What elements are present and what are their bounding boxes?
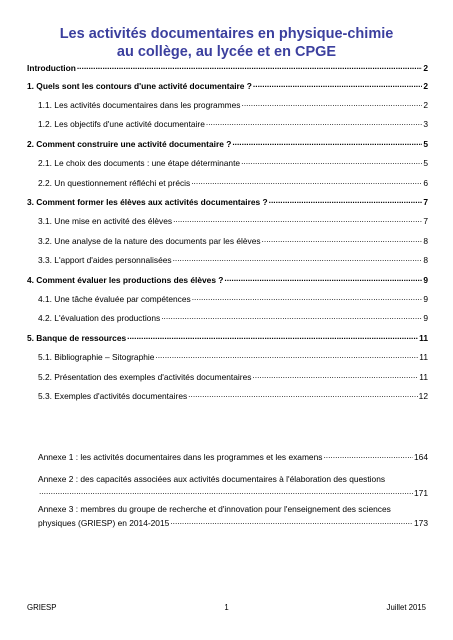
- toc-entry-page: 8: [423, 255, 428, 265]
- document-title-line2: au collège, au lycée et en CPGE: [116, 44, 337, 60]
- toc-leader-dots: [173, 254, 423, 263]
- toc-entry-page: 5: [423, 158, 428, 168]
- annex-title: Annexe 3 : membres du groupe de recherche et d'innovation pour l'enseignement des sciences: [38, 504, 391, 514]
- toc-entry[interactable]: [38, 235, 428, 247]
- toc-entry[interactable]: [38, 215, 428, 227]
- toc-entry[interactable]: [27, 332, 428, 344]
- toc-entry[interactable]: [38, 157, 428, 169]
- toc-entry-page: 2: [423, 81, 428, 91]
- toc-leader-dots: [269, 196, 423, 205]
- annex-page: 171: [414, 488, 428, 498]
- toc-leader-dots: [253, 80, 422, 89]
- annex-entry[interactable]: [38, 474, 428, 499]
- toc-entry-page: 8: [423, 236, 428, 246]
- toc-leader-dots: [170, 517, 413, 526]
- toc-entry[interactable]: [38, 254, 428, 266]
- toc-entry-title: 5.2. Présentation des exemples d'activités documentaires: [38, 372, 252, 382]
- toc-entry-title: 3.2. Une analyse de la nature des documents par les élèves: [38, 236, 261, 246]
- toc-leader-dots: [232, 138, 422, 147]
- toc-entry-title: 4.2. L'évaluation des productions: [38, 313, 161, 323]
- toc-entry-title: 2.1. Le choix des documents : une étape déterminante: [38, 158, 241, 168]
- toc-entry-page: 2: [423, 63, 428, 73]
- toc-leader-dots: [39, 487, 413, 496]
- toc-entry-title: 2.2. Un questionnement réfléchi et précis: [38, 178, 191, 188]
- toc-entry-page: 9: [423, 294, 428, 304]
- toc-leader-dots: [155, 351, 418, 360]
- toc-entry[interactable]: [27, 274, 428, 286]
- toc-leader-dots: [252, 371, 418, 380]
- annex-title: Annexe 1 : les activités documentaires dans les programmes et les examens: [38, 452, 323, 462]
- annex-entry[interactable]: [38, 504, 428, 529]
- toc-leader-dots: [192, 293, 423, 302]
- toc-entry-page: 3: [423, 119, 428, 129]
- toc-entry[interactable]: [38, 293, 428, 305]
- toc-entry-page: 7: [423, 216, 428, 226]
- toc-leader-dots: [161, 312, 422, 321]
- toc-entry-title: 1.2. Les objectifs d'une activité documentaire: [38, 119, 205, 129]
- annex-entry[interactable]: [38, 451, 428, 463]
- toc-entry-title: 1. Quels sont les contours d'une activité documentaire ?: [27, 81, 252, 91]
- toc-leader-dots: [224, 274, 422, 283]
- toc-leader-dots: [127, 332, 418, 341]
- toc-entry-page: 9: [423, 275, 428, 285]
- toc-entry-page: 2: [423, 100, 428, 110]
- toc-entry-title: 3.1. Une mise en activité des élèves: [38, 216, 173, 226]
- toc-leader-dots: [262, 235, 423, 244]
- toc-entry[interactable]: [38, 390, 428, 402]
- toc-entry-title: 2. Comment construire une activité documentaire ?: [27, 139, 232, 149]
- toc-leader-dots: [241, 157, 422, 166]
- toc-entry-title: 5.1. Bibliographie – Sitographie: [38, 352, 155, 362]
- toc-entry-title: 4.1. Une tâche évaluée par compétences: [38, 294, 191, 304]
- toc-leader-dots: [188, 390, 418, 399]
- toc-entry-page: 11: [419, 372, 428, 382]
- toc-entry-title: 4. Comment évaluer les productions des élèves ?: [27, 275, 224, 285]
- toc-entry[interactable]: [38, 177, 428, 189]
- toc-entry-page: 12: [418, 391, 428, 401]
- toc-entry-title: Introduction: [27, 63, 76, 73]
- annex-title: Annexe 2 : des capacités associées aux activités documentaires à l'élaboration des questions: [38, 474, 386, 484]
- toc-entry-page: 9: [423, 313, 428, 323]
- annex-page: 164: [414, 452, 428, 462]
- toc-entry[interactable]: [38, 99, 428, 111]
- footer-page-number: 1: [224, 603, 229, 612]
- toc-entry[interactable]: [38, 351, 428, 363]
- toc-leader-dots: [206, 118, 422, 127]
- toc-entry-title: 5.3. Exemples d'activités documentaires: [38, 391, 188, 401]
- toc-leader-dots: [191, 177, 422, 186]
- toc-leader-dots: [173, 215, 422, 224]
- toc-entry-page: 11: [419, 352, 428, 362]
- toc-entry[interactable]: [27, 62, 428, 74]
- toc-entry-page: 5: [423, 139, 428, 149]
- toc-entry-title: 5. Banque de ressources: [27, 333, 127, 343]
- toc-leader-dots: [242, 99, 423, 108]
- toc-entry[interactable]: [27, 80, 428, 92]
- toc-entry-page: 7: [423, 197, 428, 207]
- toc-entry-title: 1.1. Les activités documentaires dans les programmes: [38, 100, 241, 110]
- toc-entry[interactable]: [38, 371, 428, 383]
- toc-leader-dots: [323, 451, 413, 460]
- toc-entry-title: 3. Comment former les élèves aux activités documentaires ?: [27, 197, 268, 207]
- footer-left: GRIESP: [27, 603, 57, 612]
- document-title-line1: Les activités documentaires en physique-chimie: [59, 26, 394, 42]
- footer-right: Juillet 2015: [386, 603, 426, 612]
- toc-entry[interactable]: [27, 196, 428, 208]
- toc-entry-title: 3.3. L'apport d'aides personnalisées: [38, 255, 172, 265]
- toc-entry-page: 6: [423, 178, 428, 188]
- toc-entry[interactable]: [38, 118, 428, 130]
- toc-entry[interactable]: [27, 138, 428, 150]
- toc-entry[interactable]: [38, 312, 428, 324]
- toc-entry-page: 11: [419, 333, 428, 343]
- annex-page: 173: [414, 518, 428, 528]
- toc-leader-dots: [77, 62, 422, 71]
- annex-title-continued: physiques (GRIESP) en 2014-2015: [38, 518, 170, 528]
